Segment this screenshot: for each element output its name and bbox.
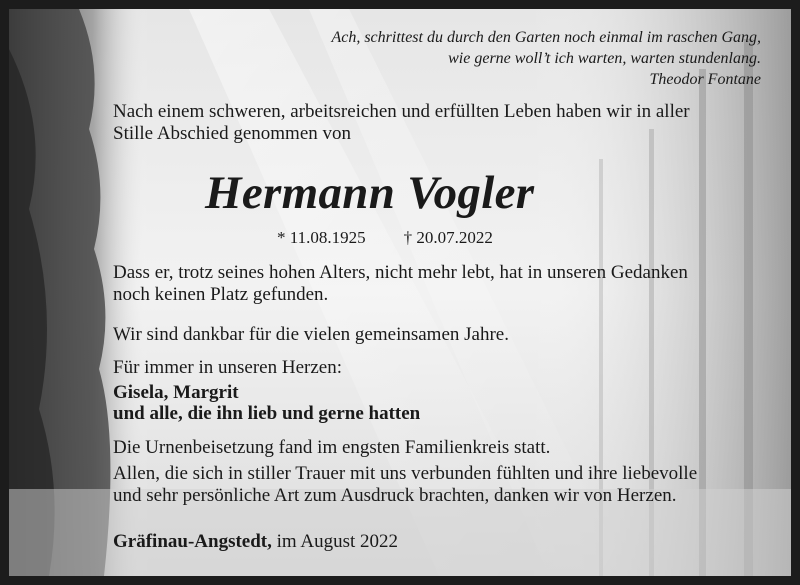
birth-date: * 11.08.1925 bbox=[277, 228, 366, 247]
mourners-line-2: und alle, die ihn lieb und gerne hatten bbox=[113, 403, 421, 424]
paragraph-forever: Für immer in unseren Herzen: bbox=[113, 357, 342, 378]
paragraph-burial: Die Urnenbeisetzung fand im engsten Familienkreis statt. bbox=[113, 437, 551, 458]
place-and-date bbox=[113, 531, 398, 553]
quote-author: Theodor Fontane bbox=[649, 71, 761, 88]
quote-line-2: wie gerne woll’t ich warten, warten stundenlang. bbox=[448, 50, 761, 67]
mourners-line-1: Gisela, Margrit bbox=[113, 382, 239, 403]
obituary-notice bbox=[9, 9, 791, 576]
deceased-name: Hermann Vogler bbox=[205, 167, 535, 219]
mourners bbox=[113, 382, 420, 424]
place-name: Gräfinau-Angstedt, bbox=[113, 531, 272, 552]
life-dates bbox=[277, 228, 493, 248]
closing-date: im August 2022 bbox=[276, 531, 399, 552]
intro-text bbox=[113, 101, 690, 145]
death-date: † 20.07.2022 bbox=[403, 228, 493, 247]
poem-quote bbox=[331, 27, 761, 90]
paragraph-memory-line-2: noch keinen Platz gefunden. bbox=[113, 284, 329, 305]
paragraph-gratitude: Wir sind dankbar für die vielen gemeinsamen Jahre. bbox=[113, 324, 509, 345]
intro-line-1: Nach einem schweren, arbeitsreichen und erfüllten Leben haben wir in aller bbox=[113, 101, 690, 122]
paragraph-thanks-line-2: und sehr persönliche Art zum Ausdruck brachten, danken wir von Herzen. bbox=[113, 485, 677, 506]
intro-line-2: Stille Abschied genommen von bbox=[113, 123, 352, 144]
paragraph-memory bbox=[113, 262, 688, 306]
paragraph-thanks bbox=[113, 463, 697, 507]
paragraph-thanks-line-1: Allen, die sich in stiller Trauer mit uns verbunden fühlten und ihre liebevolle bbox=[113, 463, 698, 484]
paragraph-memory-line-1: Dass er, trotz seines hohen Alters, nicht mehr lebt, hat in unseren Gedanken bbox=[113, 262, 688, 283]
quote-line-1: Ach, schrittest du durch den Garten noch einmal im raschen Gang, bbox=[331, 29, 761, 46]
